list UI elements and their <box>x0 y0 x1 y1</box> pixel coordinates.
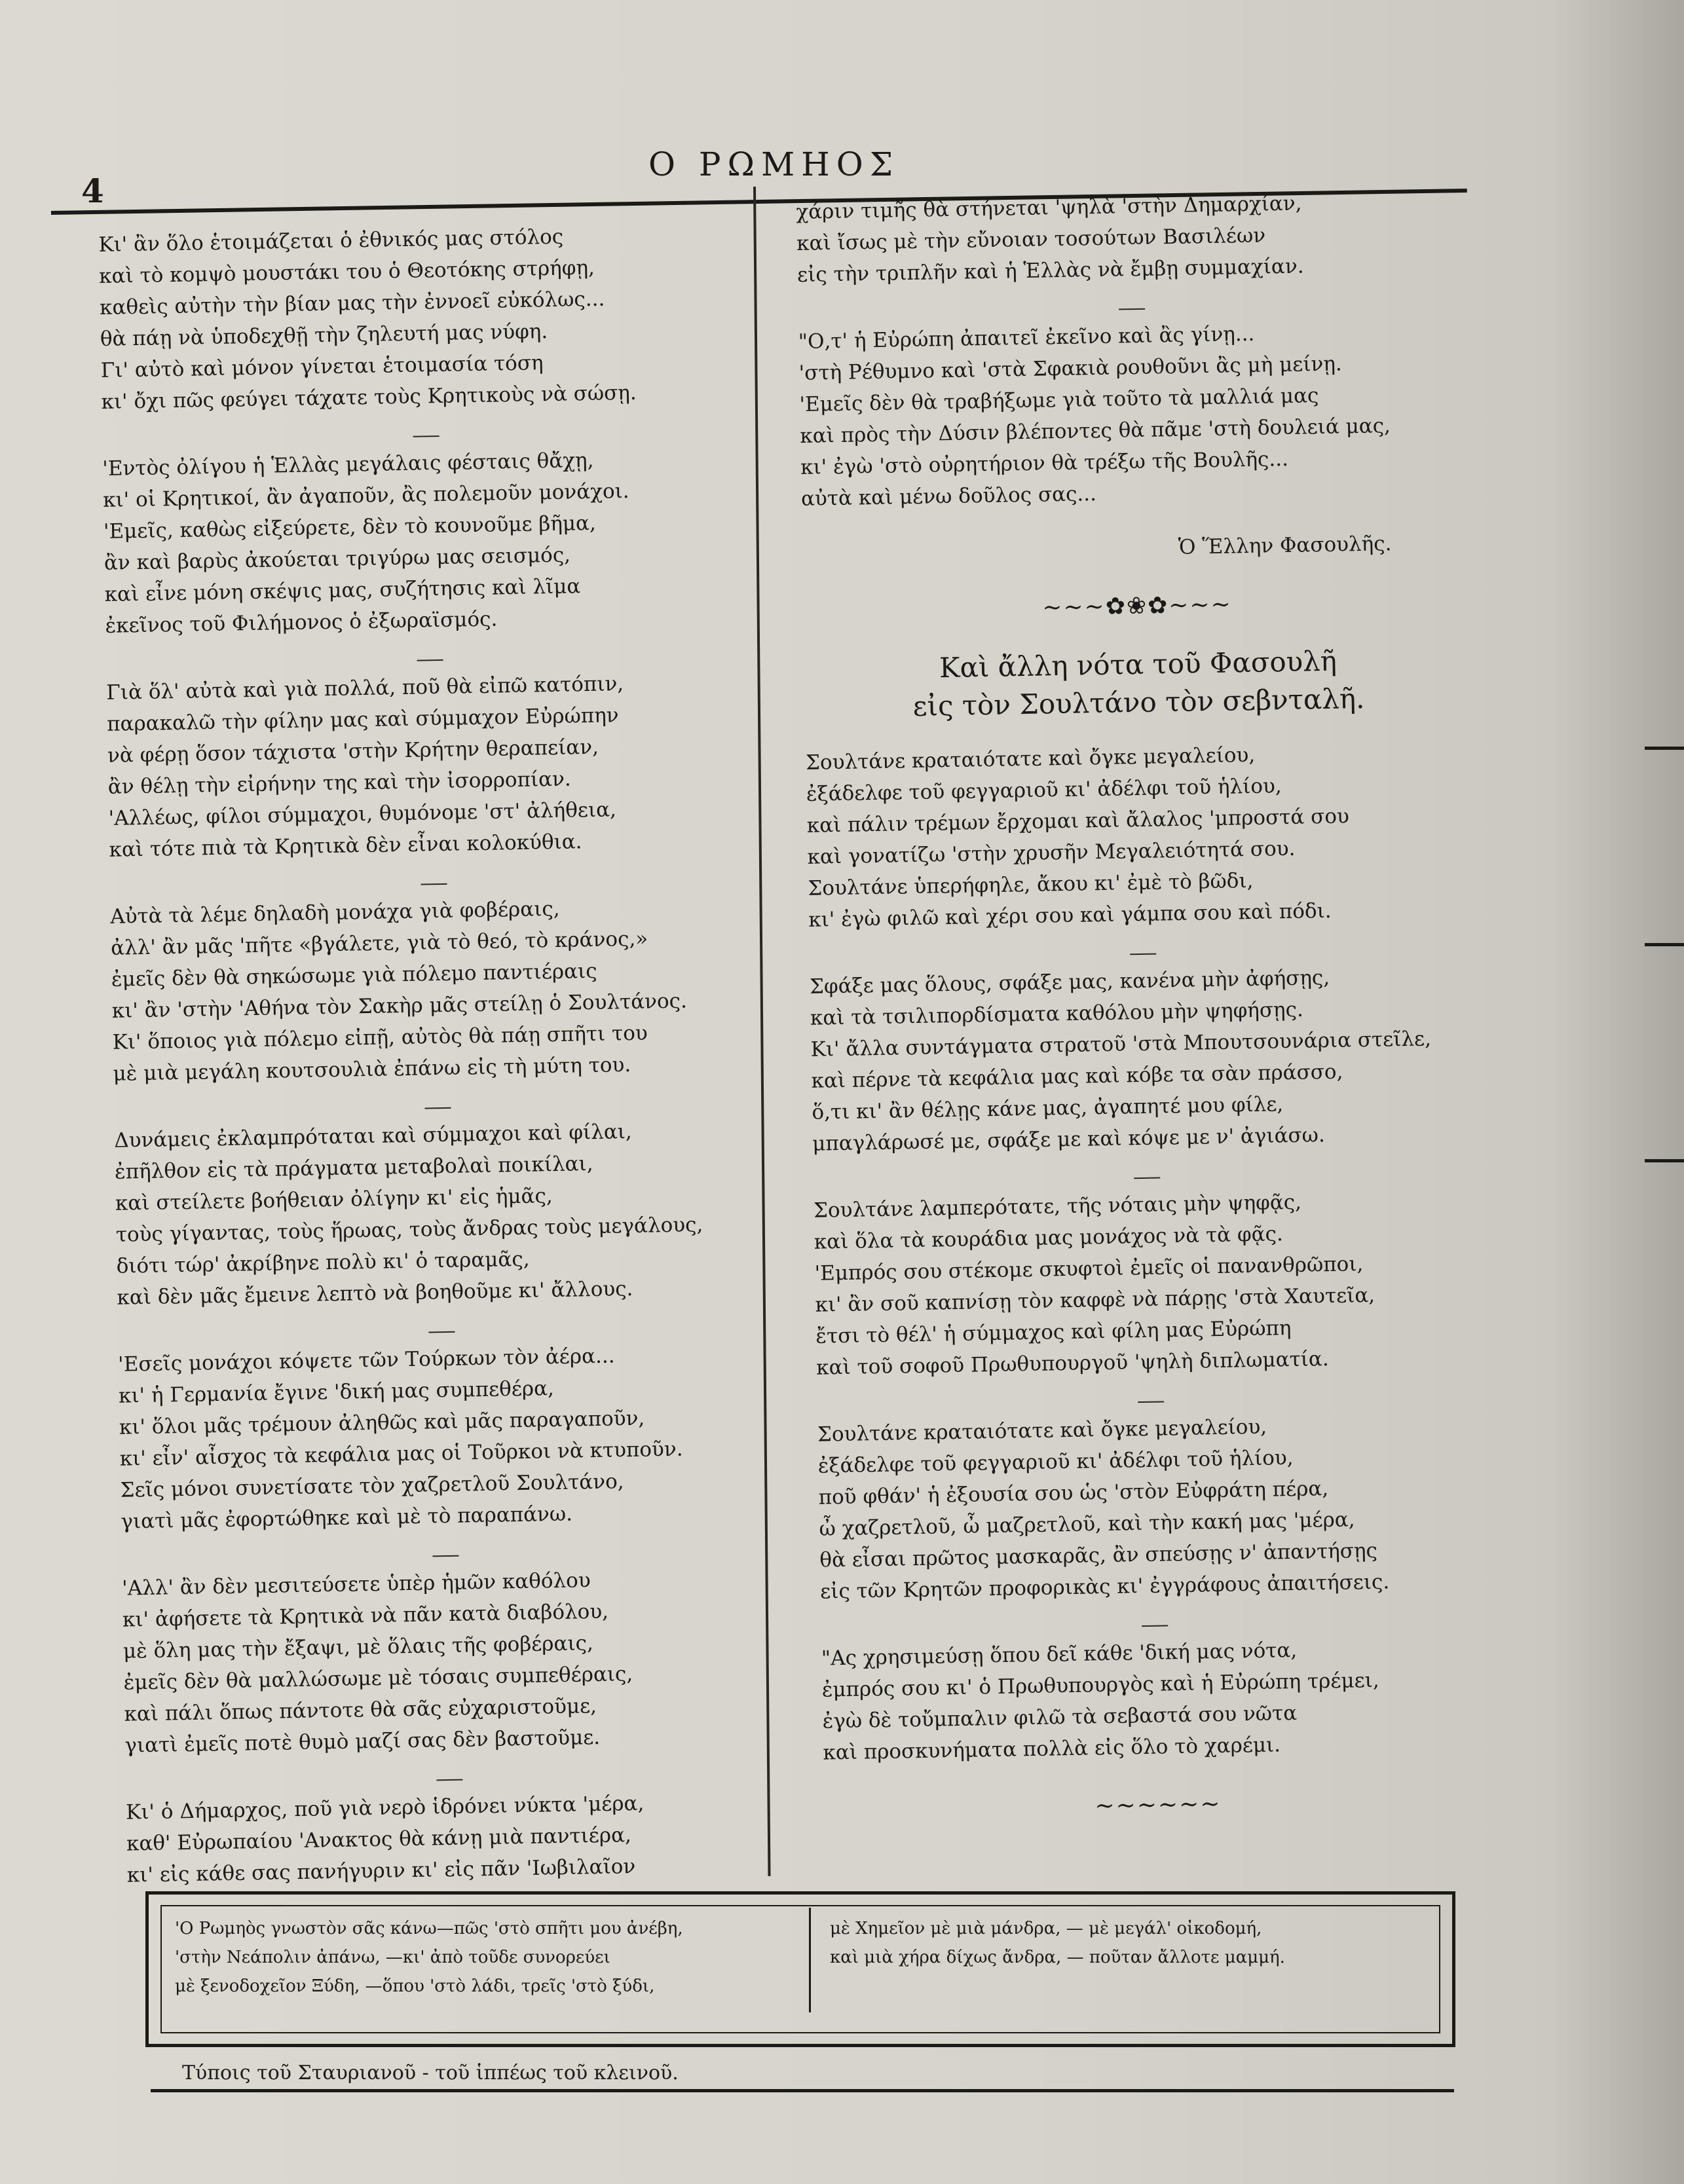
verse-line: καὶ γονατίζω 'στὴν χρυσῆν Μεγαλειότητά σου. <box>807 836 1296 869</box>
margin-mark <box>1645 747 1684 750</box>
article-heading-line-1: Καὶ ἄλλη νότα τοῦ Φασουλῆ <box>939 644 1338 684</box>
verse-line: ἐμεῖς δὲν θὰ μαλλώσωμε μὲ τόσαις συμπεθέραις, <box>123 1662 633 1695</box>
verse-line: καὶ τότε πιὰ τὰ Κρητικὰ δὲν εἶναι κολοκύθια. <box>109 830 582 862</box>
verse-line: ποῦ φθάν' ἡ ἐξουσία σου ὡς 'στὸν Εὐφράτη πέρα, <box>818 1477 1329 1509</box>
verse-line: ἐξάδελφε τοῦ φεγγαριοῦ κι' ἀδέλφι τοῦ ἡλίου, <box>817 1446 1294 1478</box>
advertisement-right <box>830 1914 1419 1972</box>
verse-line: καὶ πέρνε τὰ κεφάλια μας καὶ κόβε τα σὰν πράσσο, <box>811 1060 1343 1093</box>
verse-line: καὶ πάλιν τρέμων ἔρχομαι καὶ ἄλαλος 'μπροστά σου <box>806 804 1350 838</box>
verse-line: γιατὶ ἐμεῖς ποτὲ θυμὸ μαζί σας δὲν βαστοῦμε. <box>124 1725 601 1758</box>
verse-line: κι' ἡ Γερμανία ἔγινε 'δική μας συμπεθέρα, <box>118 1377 555 1408</box>
verse-line: νὰ φέρῃ ὅσον τάχιστα 'στὴν Κρήτην θεραπείαν, <box>107 735 599 768</box>
verse-line: αὐτὰ καὶ μένω δοῦλος σας... <box>800 482 1097 511</box>
verse-line: χάριν τιμῆς θὰ στήνεται 'ψηλὰ 'στὴν Δημαρχίαν, <box>796 191 1302 224</box>
verse-line: τοὺς γίγαντας, τοὺς ἥρωας, τοὺς ἄνδρας τοὺς μεγάλους, <box>115 1213 703 1247</box>
verse-line: 'Αλλ' ἂν δὲν μεσιτεύσετε ὑπὲρ ἡμῶν καθόλου <box>121 1568 591 1601</box>
verse-line: μὲ ὅλη μας τὴν ἔξαψι, μὲ ὅλαις τῆς φοβέραις, <box>122 1631 594 1663</box>
right-column <box>796 185 1493 1850</box>
closing-flourish: ~~~~~~ <box>1095 1790 1222 1820</box>
advertisement-line: μὲ Χημεῖον μὲ μιὰ μάνδρα, — μὲ μεγάλ' οἰκοδομή, <box>830 1919 1262 1938</box>
verse-line: παρακαλῶ τὴν φίλην μας καὶ σύμμαχον Εὐρώπην <box>106 703 619 736</box>
stanza-separator <box>413 435 440 437</box>
verse-line: θὰ εἶσαι πρῶτος μασκαρᾶς, ἂν σπεύσῃς ν' ἀπαντήσῃς <box>819 1538 1378 1572</box>
advertisement-line: 'στὴν Νεάπολιν ἀπάνω, —κι' ἀπὸ τοῦδε συνορεύει <box>175 1948 610 1967</box>
verse-line: μὲ μιὰ μεγάλη κουτσουλιὰ ἐπάνω εἰς τὴ μύτη του. <box>113 1053 631 1086</box>
verse-line: θὰ πάῃ νὰ ὑποδεχθῇ τὴν ζηλευτή μας νύφη. <box>100 320 548 351</box>
verse-line: Σουλτάνε ὑπερήφηλε, ἄκου κι' ἐμὲ τὸ βῶδι, <box>808 868 1254 900</box>
verse-line: καθ' Εὐρωπαίου 'Ανακτος θὰ κάνῃ μιὰ παντιέρα, <box>126 1823 632 1856</box>
advertisement-left <box>175 1914 797 2001</box>
masthead-title: Ο ΡΩΜΗΟΣ <box>648 145 900 183</box>
stanza <box>814 1183 1485 1384</box>
margin-mark <box>1645 1159 1684 1162</box>
verse-line: ἐμεῖς δὲν θὰ σηκώσωμε γιὰ πόλεμο παντιέραις <box>111 959 597 991</box>
stanza-separator <box>436 1779 462 1781</box>
stanza <box>810 959 1481 1160</box>
verse-line: εἰς τὴν τριπλῆν καὶ ἡ Ἑλλὰς νὰ ἔμβῃ συμμαχίαν. <box>796 254 1304 287</box>
verse-line: καὶ στείλετε βοήθειαν ὀλίγην κι' εἰς ἡμᾶς, <box>115 1184 553 1215</box>
verse-line: ὦ χαζρετλοῦ, ὦ μαζρετλοῦ, καὶ τὴν κακή μας 'μέρα, <box>819 1508 1355 1541</box>
verse-line: ἔτσι τὸ θέλ' ἡ σύμμαχος καὶ φίλη μας Εὐρώπη <box>815 1316 1292 1348</box>
verse-line: 'Εσεῖς μονάχοι κόψετε τῶν Τούρκων τὸν ἀέρα... <box>117 1344 615 1377</box>
stanza-separator <box>1142 1625 1168 1627</box>
stanza <box>106 666 758 866</box>
advertisement-line: καὶ μιὰ χήρα δίχως ἄνδρα, — ποῦταν ἄλλοτε μαμμή. <box>830 1948 1285 1967</box>
verse-line: καὶ τὰ τσιλιπορδίσματα καθόλου μὴν ψηφήσῃς. <box>810 997 1304 1030</box>
verse-line: καὶ δὲν μᾶς ἔμεινε λεπτὸ νὰ βοηθοῦμε κι' ἄλλους. <box>117 1277 633 1310</box>
verse-line: 'στὴ Ρέθυμνο καὶ 'στὰ Σφακιὰ ρουθοῦνι ἂς μὴ μείνῃ. <box>798 352 1343 385</box>
margin-mark <box>1645 943 1684 946</box>
verse-line: 'Αλλέως, φίλοι σύμμαχοι, θυμόνομε 'στ' ἀλήθεια, <box>108 798 617 830</box>
verse-line: κι' ὄχι πῶς φεύγει τάχατε τοὺς Κρητικοὺς νὰ σώσῃ. <box>101 380 637 414</box>
verse-line: Σεῖς μόνοι συνετίσατε τὸν χαζρετλοῦ Σουλτάνο, <box>120 1470 624 1502</box>
verse-line: καὶ προσκυνήματα πολλὰ εἰς ὅλο τὸ χαρέμι. <box>823 1733 1281 1765</box>
ornament-divider: ~~~✿❀✿~~~ <box>1041 591 1233 621</box>
stanza-separator <box>432 1555 458 1557</box>
verse-line: Γιὰ ὅλ' αὐτὰ καὶ γιὰ πολλά, ποῦ θὰ εἰπῶ κατόπιν, <box>106 672 624 705</box>
right-stanzas-poem <box>806 735 1491 1769</box>
verse-line: Αὐτὰ τὰ λέμε δηλαδὴ μονάχα γιὰ φοβέραις, <box>110 897 560 929</box>
verse-line: καὶ ἴσως μὲ τὴν εὔνοιαν τοσούτων Βασιλέων <box>796 223 1266 255</box>
page-number: 4 <box>81 172 104 210</box>
advertisement-box <box>145 1891 1455 2047</box>
verse-line: "Ας χρησιμεύσῃ ὅπου δεῖ κάθε 'δική μας νότα, <box>821 1638 1298 1671</box>
stanza <box>98 218 750 418</box>
verse-line: κι' ἂν 'στὴν 'Αθήνα τὸν Σακὴρ μᾶς στείλῃ ὁ Σουλτάνος. <box>111 989 688 1023</box>
stanza-separator <box>421 883 447 885</box>
verse-line: κι' εἶν' αἶσχος τὰ κεφάλια μας οἱ Τοῦρκοι νὰ κτυποῦν. <box>119 1437 683 1471</box>
stanza-separator <box>428 1331 455 1333</box>
verse-line: καθεὶς αὐτὴν τὴν βίαν μας τὴν ἐννοεῖ εὐκόλως... <box>99 287 605 320</box>
verse-line: μπαγλάρωσέ με, σφάξε με καὶ κόψε με ν' ἀγιάσω. <box>812 1123 1326 1156</box>
verse-line: καὶ τὸ κομψὸ μουστάκι του ὁ Θεοτόκης στρήφῃ, <box>98 255 595 288</box>
advertisement-divider <box>809 1908 811 2012</box>
verse-line: ἂν καὶ βαρὺς ἀκούεται τριγύρω μας σεισμός, <box>103 543 571 575</box>
verse-line: Κι' ὅποιος γιὰ πόλεμο εἰπῇ, αὐτὸς θὰ πάῃ σπῆτι του <box>112 1021 648 1054</box>
verse-line: γιατὶ μᾶς ἐφορτώθηκε καὶ μὲ τὸ παραπάνω. <box>121 1502 573 1534</box>
stanza-separator <box>1138 1401 1164 1403</box>
verse-line: κι' οἱ Κρητικοί, ἂν ἀγαποῦν, ἂς πολεμοῦν μονάχοι. <box>102 479 629 512</box>
verse-line: ἐμπρός σου κι' ὁ Πρωθυπουργὸς καὶ ἡ Εὐρώπη τρέμει, <box>821 1668 1379 1702</box>
verse-line: "Ο,τ' ἡ Εὐρώπη ἀπαιτεῖ ἐκεῖνο καὶ ἂς γίνῃ... <box>798 322 1255 354</box>
verse-line: Δυνάμεις ἐκλαμπρόταται καὶ σύμμαχοι καὶ φίλαι, <box>113 1119 633 1153</box>
stanza <box>110 890 762 1090</box>
right-stanzas-intro <box>796 185 1469 515</box>
verse-line: εἰς τῶν Κρητῶν προφορικὰς κι' ἐγγράφους ἀπαιτήσεις. <box>819 1570 1390 1604</box>
stanza-separator <box>1134 1177 1160 1179</box>
verse-line: καὶ εἶνε μόνη σκέψις μας, συζήτησις καὶ λῖμα <box>104 574 581 606</box>
stanza <box>122 1561 774 1761</box>
verse-line: Σουλτάνε λαμπερότατε, τῆς νόταις μὴν ψηφᾷς, <box>813 1190 1302 1223</box>
verse-line: καὶ πάλι ὅπως πάντοτε θὰ σᾶς εὐχαριστοῦμε, <box>124 1694 597 1726</box>
verse-line: ὅ,τι κι' ἂν θέλῃς κάνε μας, ἀγαπητέ μου φίλε, <box>812 1092 1284 1124</box>
article-heading <box>804 640 1473 728</box>
verse-line: 'Εντὸς ὀλίγου ἡ Ἑλλὰς μεγάλαις φέσταις θἄχῃ, <box>102 448 594 481</box>
stanza <box>114 1114 766 1314</box>
verse-line: ἂν θέλῃ τὴν εἰρήνην της καὶ τὴν ἰσορροπίαν. <box>107 767 571 799</box>
verse-line: διότι τώρ' ἀκρίβηνε πολὺ κι' ὁ ταραμᾶς, <box>116 1247 530 1278</box>
verse-line: ἐξάδελφε τοῦ φεγγαριοῦ κι' ἀδέλφι τοῦ ἡλίου, <box>806 774 1282 806</box>
article-heading-line-2: εἰς τὸν Σουλτάνο τὸν σεβνταλῆ. <box>912 682 1365 722</box>
left-column <box>98 218 776 1915</box>
verse-line: καὶ τοῦ σοφοῦ Πρωθυπουργοῦ 'ψηλὴ διπλωματία. <box>815 1347 1329 1380</box>
verse-line: Σουλτάνε κραταιότατε καὶ ὄγκε μεγαλείου, <box>817 1415 1267 1447</box>
stanza <box>798 314 1469 515</box>
verse-line: Κι' ὁ Δήμαρχος, ποῦ γιὰ νερὸ ἱδρόνει νύκτα 'μέρα, <box>125 1791 645 1824</box>
stanza <box>126 1785 776 1891</box>
verse-line: κι' ὅλοι μᾶς τρέμουν ἀληθῶς καὶ μᾶς παραγαποῦν, <box>119 1406 645 1439</box>
verse-line: κι' ἐγὼ 'στὸ οὐρητήριον θὰ τρέξω τῆς Βουλῆς... <box>800 447 1289 479</box>
verse-line: καὶ πρὸς τὴν Δύσιν βλέποντες θὰ πᾶμε 'στὴ δουλειά μας, <box>800 414 1391 448</box>
stanza <box>796 185 1465 291</box>
verse-line: 'Εμεῖς, καθὼς εἰξεύρετε, δὲν τὸ κουνοῦμε βῆμα, <box>103 511 597 544</box>
advertisement-line: μὲ ξενοδοχεῖον Ξύδη, —ὅπου 'στὸ λάδι, τρεῖς 'στὸ ξύδι, <box>175 1976 655 1996</box>
stanza-separator <box>417 659 443 661</box>
stanza <box>817 1407 1489 1608</box>
verse-line: ἐκεῖνος τοῦ Φιλήμονος ὁ ἐξωραϊσμός. <box>105 607 498 638</box>
verse-line: κι' εἰς κάθε σας πανήγυριν κι' εἰς πᾶν 'Ιωβιλαῖον <box>126 1855 636 1887</box>
verse-line: Σουλτάνε κραταιότατε καὶ ὄγκε μεγαλείου, <box>805 743 1256 775</box>
stanza <box>118 1337 770 1537</box>
verse-line: Σφάξε μας ὅλους, σφάξε μας, κανένα μὴν ἀφήσῃς, <box>809 965 1330 999</box>
signature: Ὁ Ἕλλην Φασουλῆς. <box>1178 532 1392 559</box>
footer-rule <box>151 2089 1454 2092</box>
advertisement-line: 'Ο Ρωμηὸς γνωστὸν σᾶς κάνω—πῶς 'στὸ σπῆτι μου ἀνέβη, <box>175 1919 683 1938</box>
verse-line: 'Εμεῖς δὲν θὰ τραβήξωμε γιὰ τοῦτο τὰ μαλλιά μας <box>799 384 1319 416</box>
verse-line: κι' ἂν σοῦ καπνίσῃ τὸν καφφὲ νὰ πάρῃς 'στὰ Χαυτεῖα, <box>815 1283 1375 1317</box>
stanza <box>806 735 1477 936</box>
verse-line: ἐγὼ δὲ τοὔμπαλιν φιλῶ τὰ σεβαστά σου νῶτα <box>822 1701 1298 1733</box>
verse-line: κι' ἐγὼ φιλῶ καὶ χέρι σου καὶ γάμπα σου καὶ πόδι. <box>808 898 1332 932</box>
printer-line: Τύποις τοῦ Σταυριανοῦ - τοῦ ἱππέως τοῦ κλεινοῦ. <box>182 2062 679 2084</box>
verse-line: Γι' αὐτὸ καὶ μόνον γίνεται ἑτοιμασία τόση <box>100 351 544 382</box>
stanza-separator <box>1119 308 1145 310</box>
verse-line: 'Εμπρός σου στέκομε σκυφτοὶ ἐμεῖς οἱ πανανθρῶποι, <box>814 1252 1364 1286</box>
verse-line: ἀλλ' ἂν μᾶς 'πῆτε «βγάλετε, γιὰ τὸ θεό, τὸ κράνος,» <box>110 927 648 960</box>
stanza-separator <box>424 1107 451 1109</box>
verse-line: Κι' ἂν ὅλο ἑτοιμάζεται ὁ ἐθνικός μας στόλος <box>98 225 564 257</box>
stanza <box>102 442 754 642</box>
verse-line: καὶ ὅλα τὰ κουράδια μας μονάχος νὰ τὰ φᾷς. <box>814 1222 1284 1254</box>
stanza <box>821 1631 1491 1769</box>
stanza-separator <box>1130 953 1156 955</box>
verse-line: ἐπῆλθον εἰς τὰ πράγματα μεταβολαὶ ποικίλαι, <box>114 1152 593 1184</box>
verse-line: κι' ἀφήσετε τὰ Κρητικὰ νὰ πᾶν κατὰ διαβόλου, <box>122 1599 609 1632</box>
verse-line: Κι' ἄλλα συντάγματα στρατοῦ 'στὰ Μπουτσουνάρια στεῖλε, <box>810 1027 1432 1062</box>
